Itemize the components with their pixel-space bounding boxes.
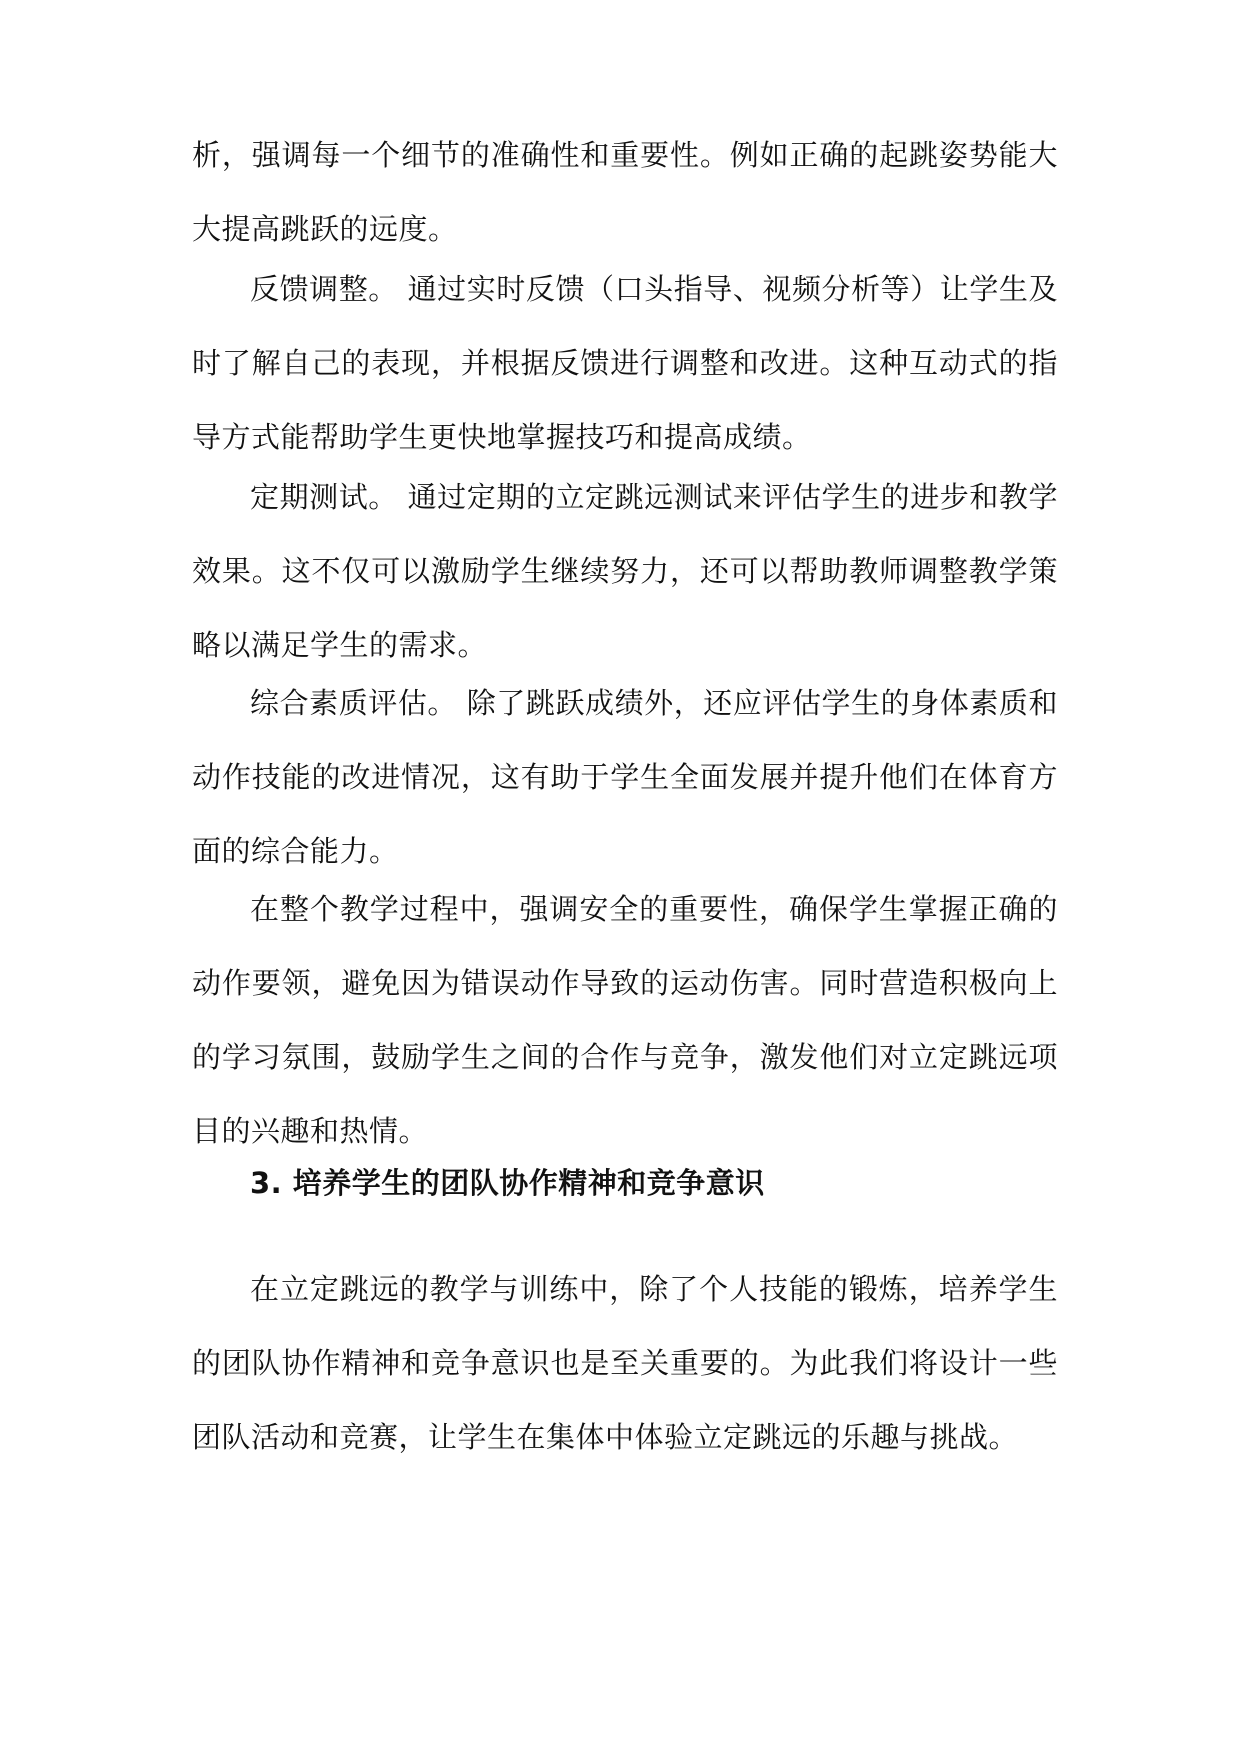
paragraph-teamwork: 在立定跳远的教学与训练中，除了个人技能的锻炼，培养学生的团队协作精神和竞争意识也是至关重要的。为此我们将设计一些团队活动和竞赛，让学生在集体中体验立定跳远的乐趣与挑战。: [192, 1272, 1058, 1454]
paragraph-periodic-testing: 定期测试。 通过定期的立定跳远测试来评估学生的进步和教学效果。这不仅可以激励学生继续努力，还可以帮助教师调整教学策略以满足学生的需求。: [192, 480, 1058, 662]
paragraph-feedback-adjustment: 反馈调整。 通过实时反馈（口头指导、视频分析等）让学生及时了解自己的表现，并根据反馈进行调整和改进。这种互动式的指导方式能帮助学生更快地掌握技巧和提高成绩。: [192, 272, 1058, 454]
paragraph-comprehensive-assessment: 综合素质评估。 除了跳跃成绩外，还应评估学生的身体素质和动作技能的改进情况，这有助于学生全面发展并提升他们在体育方面的综合能力。: [192, 686, 1058, 868]
paragraph-safety: 在整个教学过程中，强调安全的重要性，确保学生掌握正确的动作要领，避免因为错误动作导致的运动伤害。同时营造积极向上的学习氛围，鼓励学生之间的合作与竞争，激发他们对立定跳远项目的兴趣和热情。: [192, 892, 1058, 1148]
paragraph-continuation: 析，强调每一个细节的准确性和重要性。例如正确的起跳姿势能大大提高跳跃的远度。: [192, 138, 1058, 246]
section-heading: 3. 培养学生的团队协作精神和竞争意识: [250, 1166, 765, 1200]
